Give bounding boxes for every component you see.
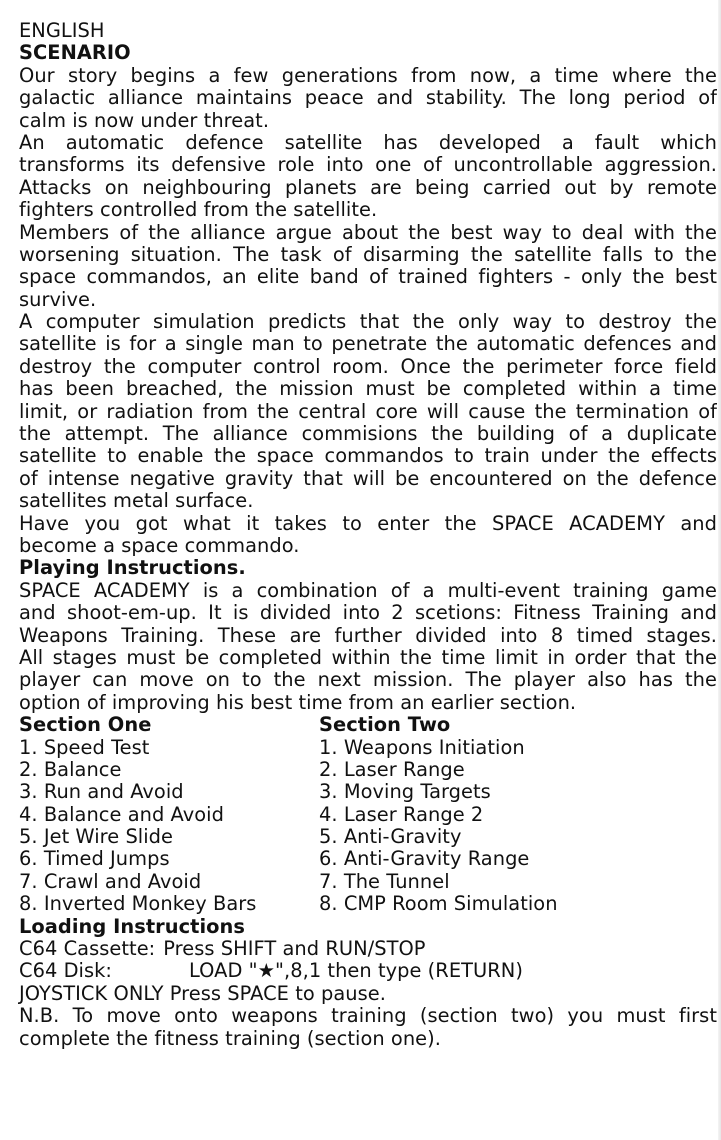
section-one-item: 3. Run and Avoid	[19, 780, 184, 804]
playing-line: option of improving his best time from an earlier section.	[19, 690, 577, 714]
section-two-item: 7. The Tunnel	[319, 869, 450, 893]
section-two-item: 3. Moving Targets	[319, 780, 491, 804]
section-two-item: 1. Weapons Initiation	[319, 735, 525, 759]
section-two-item: 8. CMP Room Simulation	[319, 892, 558, 916]
scenario-body	[19, 65, 717, 558]
playing-line: player can move on to the next mission. The player also has the	[19, 669, 717, 692]
scenario-line: calm is now under threat.	[19, 108, 270, 132]
scenario-line: survive.	[19, 287, 97, 311]
section-two-column	[319, 714, 717, 916]
section-one-item: 1. Speed Test	[19, 735, 150, 759]
scenario-line: transforms its defensive role into one of uncontrollable aggression.	[19, 154, 717, 177]
language-label: ENGLISH	[19, 19, 105, 42]
section-two-item: 5. Anti-Gravity	[319, 825, 462, 849]
section-one-column	[19, 714, 319, 916]
instruction-page	[19, 20, 717, 1050]
loading-instructions-heading: Loading Instructions	[19, 914, 245, 938]
disk-command: LOAD "★",8,1 then type (RETURN)	[189, 959, 523, 983]
section-one-item: 2. Balance	[19, 757, 122, 781]
scenario-heading: SCENARIO	[19, 41, 131, 65]
joystick-note: JOYSTICK ONLY Press SPACE to pause.	[19, 981, 386, 1005]
scenario-line: has been breached, the mission must be completed within a time	[19, 378, 717, 401]
disk-loading-row	[19, 960, 717, 982]
section-two-item: 2. Laser Range	[319, 757, 465, 781]
scenario-line: become a space commando.	[19, 533, 300, 557]
scenario-line: galactic alliance maintains peace and stability. The long period of	[19, 87, 717, 110]
sections-table	[19, 714, 717, 916]
nb-line: complete the fitness training (section one).	[19, 1026, 441, 1050]
section-two-item: 4. Laser Range 2	[319, 802, 484, 826]
playing-instructions-heading: Playing Instructions.	[19, 556, 246, 580]
playing-line: and shoot-em-up. It is divided into 2 scetions: Fitness Training and	[19, 602, 717, 625]
scenario-line: satellite to enable the space commandos to train under the effects	[19, 445, 717, 468]
scenario-line: A computer simulation predicts that the only way to destroy the	[19, 311, 717, 334]
nb-line: N.B. To move onto weapons training (section two) you must first	[19, 1005, 717, 1028]
scenario-line: Have you got what it takes to enter the SPACE ACADEMY and	[19, 512, 717, 535]
playing-line: All stages must be completed within the time limit in order that the	[19, 646, 717, 669]
scenario-line: satellite is for a single man to penetrate the automatic defences and	[19, 333, 717, 356]
scenario-line: An automatic defence satellite has developed a fault which	[19, 131, 717, 154]
scenario-line: Attacks on neighbouring planets are being carried out by remote	[19, 176, 717, 199]
section-one-item: 4. Balance and Avoid	[19, 802, 224, 826]
scenario-line: limit, or radiation from the central core will cause the termination of	[19, 400, 717, 423]
scenario-line: Members of the alliance argue about the best way to deal with the	[19, 221, 717, 244]
scenario-line: satellites metal surface.	[19, 489, 254, 513]
playing-line: SPACE ACADEMY is a combination of a multi-event training game	[19, 579, 717, 602]
playing-instructions-body	[19, 580, 717, 714]
scenario-line: destroy the computer control room. Once the perimeter force field	[19, 355, 717, 378]
cassette-loading-row	[19, 938, 717, 960]
scenario-line: worsening situation. The task of disarming the satellite falls to the	[19, 243, 717, 266]
scenario-line: fighters controlled from the satellite.	[19, 198, 378, 222]
cassette-command: Press SHIFT and RUN/STOP	[163, 937, 426, 961]
scenario-line: Our story begins a few generations from now, a time where the	[19, 64, 717, 87]
disk-label: C64 Disk:	[19, 959, 113, 983]
section-one-item: 5. Jet Wire Slide	[19, 825, 174, 849]
scenario-line: space commandos, an elite band of trained fighters - only the best	[19, 266, 717, 289]
section-two-heading: Section Two	[319, 713, 451, 737]
scenario-line: of intense negative gravity that will be encountered on the defence	[19, 467, 717, 490]
scenario-line: the attempt. The alliance commisions the building of a duplicate	[19, 423, 717, 446]
section-one-heading: Section One	[19, 713, 152, 737]
section-one-item: 8. Inverted Monkey Bars	[19, 892, 257, 916]
section-one-item: 6. Timed Jumps	[19, 847, 170, 871]
section-two-item: 6. Anti-Gravity Range	[319, 847, 530, 871]
playing-line: Weapons Training. These are further divided into 8 timed stages.	[19, 624, 717, 647]
section-one-item: 7. Crawl and Avoid	[19, 869, 202, 893]
cassette-label: C64 Cassette:	[19, 937, 156, 961]
